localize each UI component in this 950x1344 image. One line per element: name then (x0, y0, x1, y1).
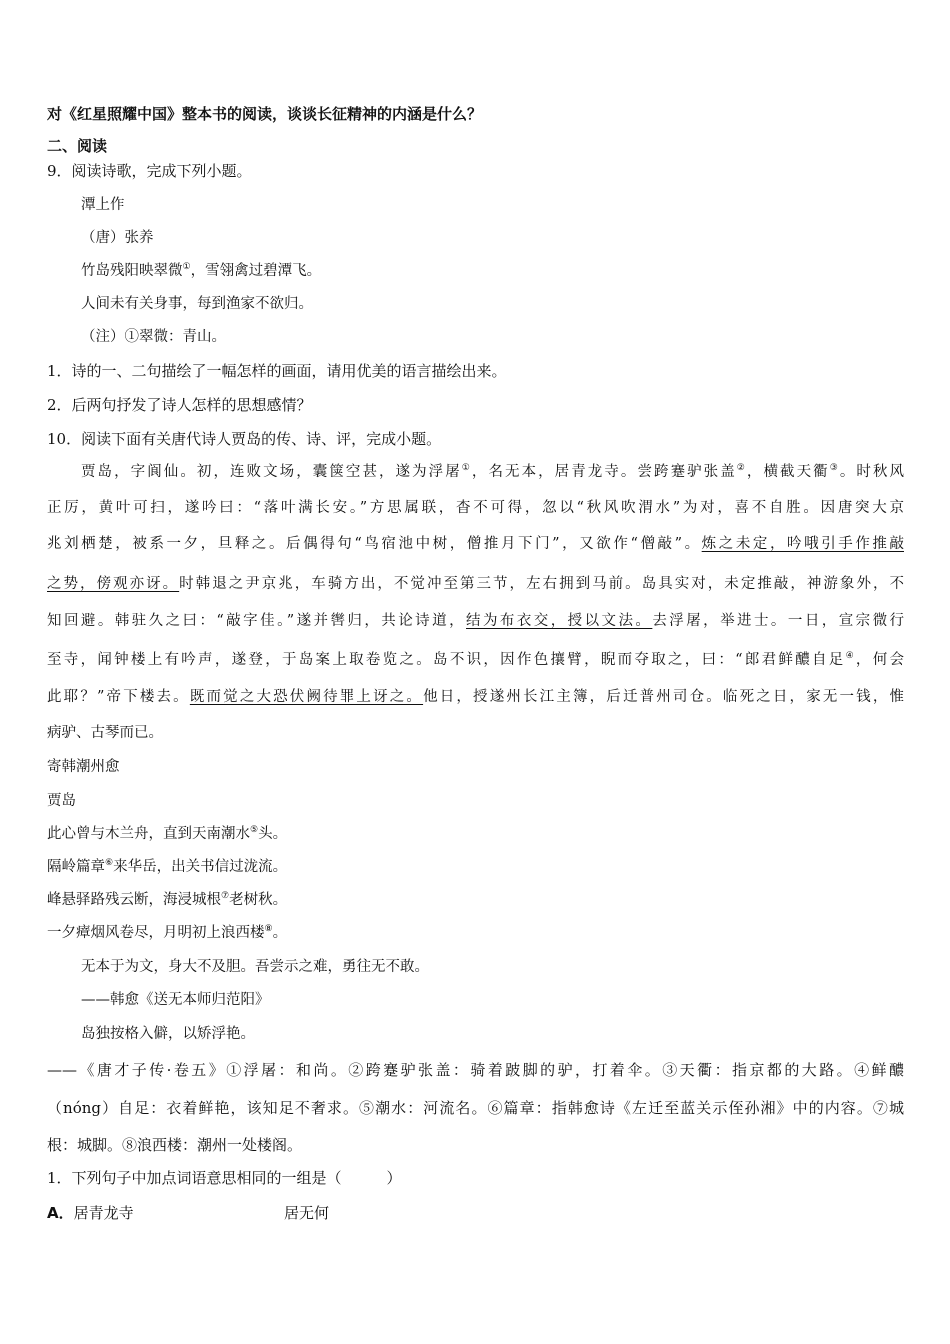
passage-line: 病驴、古琴而已。 (47, 725, 163, 741)
passage-text: 此耶？”帝下楼去。 (47, 689, 190, 705)
footnote-mark: ① (182, 262, 191, 273)
footnote-mark: ③ (829, 463, 840, 474)
passage-text: 至寺，闻钟楼上有吟声，遂登，于岛案上取卷览之。岛不识，因作色攘臂，睨而夺取之，曰：“郎君鲜醲自足 (47, 652, 846, 668)
poem-note: （注）①翠微：青山。 (81, 329, 226, 345)
poem-author: （唐）张养 (81, 230, 154, 246)
footnote-mark: ⑧ (264, 924, 273, 935)
question-9-sub-1: 1．诗的一、二句描绘了一幅怎样的画面，请用优美的语言描绘出来。 (47, 362, 507, 380)
evaluation-source: ——韩愈《送无本师归范阳》 (81, 992, 270, 1008)
passage-text: 贾岛，字阆仙。初，连败文场，囊箧空甚，遂为浮屠 (81, 464, 462, 480)
question-9-intro: 9．阅读诗歌，完成下列小题。 (47, 162, 252, 180)
passage-text: 时韩退之尹京兆，车骑方出，不觉冲至第三节，左右拥到马前。岛具实对，未定推敲，神游象外，不 (179, 576, 904, 592)
poem-line-text: 来华岳，出关书信过泷流。 (113, 859, 288, 875)
poem-line-text: 隔岭篇章 (47, 859, 105, 875)
footnotes-line: 根：城脚。⑧浪西楼：潮州一处楼阁。 (47, 1136, 303, 1154)
poem-line (47, 890, 287, 910)
passage-line (47, 534, 904, 554)
question-10-intro: 10．阅读下面有关唐代诗人贾岛的传、诗、评，完成小题。 (47, 430, 442, 448)
poem-line-text: 一夕瘴烟风卷尽，月明初上浪西楼 (47, 925, 265, 941)
passage-line: 正厉，黄叶可扫，遂吟曰：“落叶满长安。”方思属联，杳不可得，忽以“秋风吹渭水”为对，喜不自胜。因唐突大京 (47, 500, 904, 516)
poem-line-text: ，雪翎禽过碧潭飞。 (190, 263, 322, 279)
option-a-right: 居无何 (284, 1204, 330, 1222)
poem-author: 贾岛 (47, 793, 76, 809)
poem-line (81, 261, 321, 281)
question-9-sub-2: 2．后两句抒发了诗人怎样的思想感情？ (47, 396, 312, 414)
evaluation-quote: 岛独按格入僻，以矫浮艳。 (81, 1026, 255, 1042)
underlined-sentence: 炼之未定，吟哦引手作推敲 (701, 536, 904, 552)
poem-title: 寄韩潮州愈 (47, 759, 120, 775)
poem-line-text: 老树秋。 (229, 892, 288, 908)
poem-line (47, 857, 287, 877)
footnote-mark: ② (736, 463, 747, 474)
passage-text: 知回避。韩驻久之曰：“敲字佳。”遂并辔归，共论诗道， (47, 613, 467, 629)
passage-text: ，名无本，居青龙寺。尝跨蹇驴张盖 (471, 464, 737, 480)
poem-line-text: 竹岛残阳映翠微 (81, 263, 183, 279)
passage-line (47, 611, 904, 631)
option-a-label: A． (47, 1204, 74, 1222)
passage-line (47, 574, 904, 594)
poem-line-text: 头。 (258, 826, 288, 842)
poem-line: 人间未有关身事，每到渔家不欲归。 (81, 296, 313, 312)
poem-line (47, 824, 287, 844)
underlined-sentence: 之势，傍观亦讶。 (47, 576, 180, 592)
evaluation-quote: 无本于为文，身大不及胆。吾尝示之难，勇往无不敢。 (81, 959, 429, 975)
passage-text: 兆刘栖楚，被系一夕，旦释之。后偶得句“鸟宿池中树，僧推月下门”，又欲作“僧敲”。 (47, 536, 702, 552)
passage-text: ，何会 (855, 652, 904, 668)
footnote-mark: ① (461, 463, 472, 474)
option-a (47, 1203, 134, 1223)
passage-text: 。时秋风 (839, 464, 904, 480)
passage-line (47, 650, 904, 670)
passage-text: 他日，授遂州长江主簿，后迁普州司仓。临死之日，家无一钱，惟 (423, 689, 904, 705)
underlined-sentence: 结为布衣交，授以文法。 (466, 613, 653, 629)
footnote-mark: ⑥ (105, 858, 114, 869)
underlined-sentence: 既而觉之大恐伏阙待罪上讶之。 (189, 689, 424, 705)
footnote-mark: ⑦ (221, 891, 230, 902)
footnotes-line: （nóng）自足：衣着鲜艳，该知足不奢求。⑤潮水：河流名。⑥篇章：指韩愈诗《左迁至蓝关示侄孙湘》中的内容。⑦城 (47, 1099, 904, 1117)
question-10-sub-1: 1．下列句子中加点词语意思相同的一组是（ ） (47, 1169, 402, 1187)
poem-line (47, 923, 287, 943)
option-a-left: 居青龙寺 (73, 1204, 134, 1222)
footnotes-line: ——《唐才子传·卷五》①浮屠：和尚。②跨蹇驴张盖：骑着跛脚的驴，打着伞。③天衢：指京都的大路。④鲜醲 (47, 1061, 904, 1079)
passage-text: ，横截天衢 (746, 464, 830, 480)
passage-text: 去浮屠，举进士。一日，宣宗微行 (652, 613, 905, 629)
poem-line-text: 峰悬驿路残云断，海浸城根 (47, 892, 221, 908)
poem-title: 潭上作 (81, 197, 125, 213)
footnote-mark: ④ (845, 651, 856, 662)
footnote-mark: ⑤ (250, 825, 259, 836)
passage-line (47, 687, 904, 707)
passage-line (81, 462, 904, 482)
section-heading: 二、阅读 (47, 137, 108, 155)
poem-line-text: 。 (272, 925, 288, 941)
poem-line-text: 此心曾与木兰舟，直到天南潮水 (47, 826, 250, 842)
question-8-text: 对《红星照耀中国》整本书的阅读，谈谈长征精神的内涵是什么？ (47, 105, 483, 123)
